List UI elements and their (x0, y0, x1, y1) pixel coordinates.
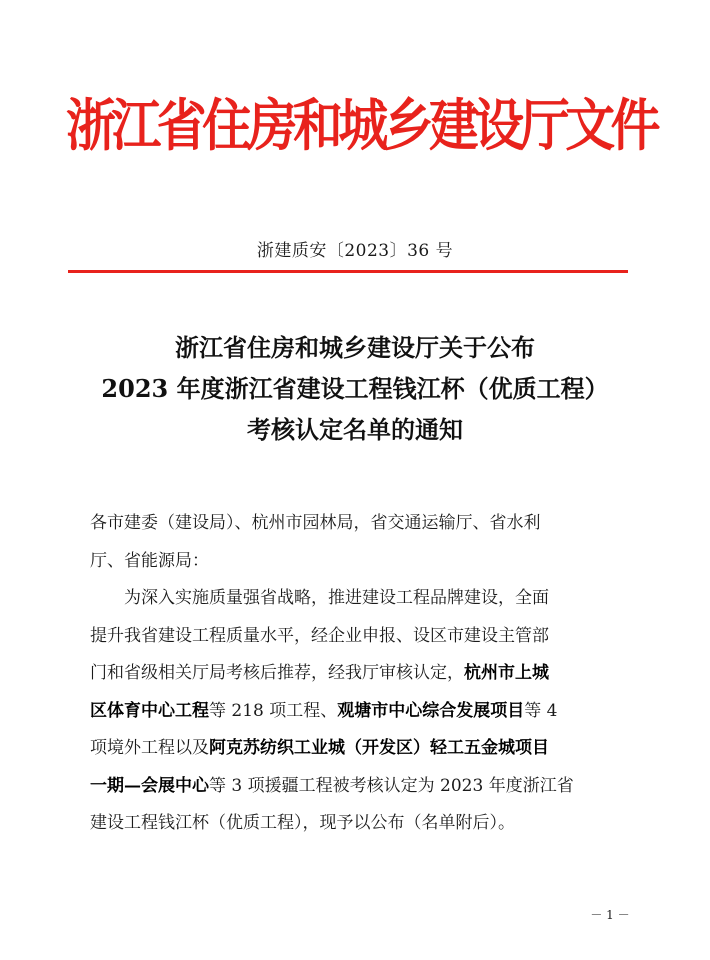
document-number: 浙建质安〔2023〕36 号 (256, 241, 454, 261)
project-name-highlight: 阿克苏纺织工业城（开发区）轻工五金城项目 (209, 738, 549, 758)
page-number: － 1 － (590, 908, 630, 922)
notice-title-line: 考核认定名单的通知 (247, 415, 463, 444)
body-text-run: 项境外工程以及 (90, 738, 209, 758)
body-line (90, 655, 635, 693)
project-name-highlight: 观塘市中心综合发展项目 (337, 700, 525, 721)
body-text-run: 等 218 项工程、 (209, 700, 338, 721)
body-line: 为深入实施质量强省战略，推进建设工程品牌建设，全面 (124, 588, 549, 608)
body-line (90, 693, 635, 731)
body-text-run: 等 3 项援疆工程被考核认定为 2023 年度浙江省 (209, 775, 574, 796)
document-header-title: 浙江省住房和城乡建设厅文件 (66, 93, 657, 159)
body-line: 建设工程钱江杯（优质工程），现予以公布（名单附后）。 (90, 813, 515, 833)
body-line (90, 768, 635, 806)
notice-title-line: 2023 年度浙江省建设工程钱江杯（优质工程） (101, 374, 609, 403)
body-line (90, 730, 635, 768)
notice-title-line: 浙江省住房和城乡建设厅关于公布 (175, 333, 535, 362)
project-name-highlight: 杭州市上城 (464, 663, 549, 683)
body-line: 提升我省建设工程质量水平，经企业申报、设区市建设主管部 (90, 625, 549, 646)
project-name-highlight: 一期—会展中心 (90, 775, 209, 796)
project-name-highlight: 区体育中心工程 (90, 700, 209, 721)
body-text-run: 门和省级相关厅局考核后推荐，经我厅审核认定， (90, 663, 464, 683)
addressee-line: 各市建委（建设局）、杭州市园林局，省交通运输厅、省水利 (90, 513, 541, 533)
addressee-line: 厅、省能源局： (90, 550, 209, 571)
header-divider (68, 270, 628, 273)
notice-title (0, 327, 710, 450)
notice-body (90, 505, 635, 843)
body-text-run: 等 4 (524, 700, 558, 721)
